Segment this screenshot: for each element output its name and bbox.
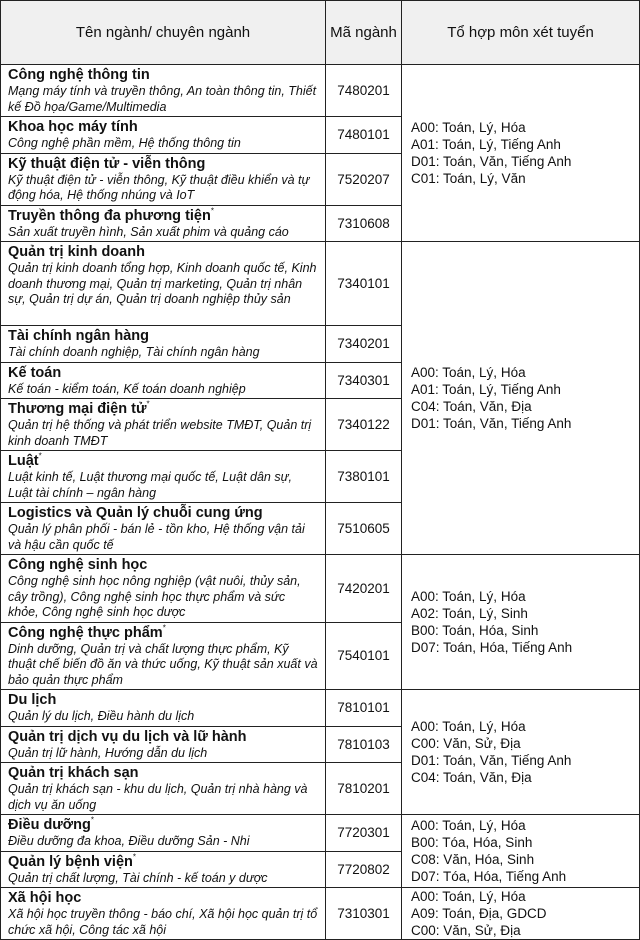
subject-combo: D01: Toán, Văn, Tiếng Anh xyxy=(411,416,572,431)
program-name: Khoa học máy tính xyxy=(8,119,138,135)
asterisk-mark: * xyxy=(90,815,94,825)
header-name: Tên ngành/ chuyên ngành xyxy=(1,1,326,65)
specialization-list: Luật kinh tế, Luật thương mại quốc tế, Luật dân sự, Luật tài chính – ngân hàng xyxy=(8,470,292,500)
program-code: 7720301 xyxy=(326,815,402,852)
program-code: 7480101 xyxy=(326,117,402,154)
program-name: Công nghệ thực phẩm xyxy=(8,624,163,641)
subject-combo: A00: Toán, Lý, Hóa xyxy=(411,365,526,380)
program-code: 7340201 xyxy=(326,326,402,363)
header-combo: Tổ hợp môn xét tuyển xyxy=(402,1,640,65)
specialization-list: Quản lý du lịch, Điều hành du lịch xyxy=(8,709,195,723)
program-name: Kỹ thuật điện tử - viễn thông xyxy=(8,155,206,172)
subject-combo: C01: Toán, Lý, Văn xyxy=(411,171,526,186)
subject-combo: C08: Văn, Hóa, Sinh xyxy=(411,852,535,867)
program-cell xyxy=(1,726,326,763)
program-cell xyxy=(1,153,326,205)
program-name: Logistics và Quản lý chuỗi cung ứng xyxy=(8,505,263,521)
subject-combo: A00: Toán, Lý, Hóa xyxy=(411,120,526,135)
program-code: 7540101 xyxy=(326,622,402,690)
header-code: Mã ngành xyxy=(326,1,402,65)
program-name: Quản trị kinh doanh xyxy=(8,244,145,260)
program-cell xyxy=(1,242,326,326)
subject-combo: A01: Toán, Lý, Tiếng Anh xyxy=(411,137,561,152)
specialization-list: Quản trị lữ hành, Hướng dẫn du lịch xyxy=(8,745,208,760)
subject-combo: A00: Toán, Lý, Hóa xyxy=(411,589,526,604)
program-code: 7420201 xyxy=(326,555,402,623)
program-name: Công nghệ thông tin xyxy=(8,67,150,83)
specialization-list: Tài chính doanh nghiệp, Tài chính ngân hàng xyxy=(8,345,260,359)
specialization-list: Sản xuất truyền hình, Sản xuất phim và quảng cáo xyxy=(8,224,289,239)
specialization-list: Quản lý phân phối - bán lẻ - tồn kho, Hệ thống vận tải và hậu cần quốc tế xyxy=(8,522,305,552)
specialization-list: Điều dưỡng đa khoa, Điều dưỡng Sản - Nhi xyxy=(8,834,250,848)
specialization-list: Xã hội học truyền thông - báo chí, Xã hội học quản trị tổ chức xã hội, Công tác xã hội xyxy=(8,907,318,937)
subject-combo: A00: Toán, Lý, Hóa xyxy=(411,889,526,904)
program-cell xyxy=(1,888,326,940)
program-code: 7340101 xyxy=(326,242,402,326)
program-name: Công nghệ sinh học xyxy=(8,557,148,573)
subject-combo-group xyxy=(402,888,640,940)
program-cell xyxy=(1,555,326,623)
program-name: Du lịch xyxy=(8,692,57,708)
program-code: 7480201 xyxy=(326,65,402,117)
subject-combo: A02: Toán, Lý, Sinh xyxy=(411,606,528,621)
program-name: Truyền thông đa phương tiện xyxy=(8,207,211,224)
program-cell xyxy=(1,362,326,399)
program-code: 7340122 xyxy=(326,399,402,451)
program-code: 7380101 xyxy=(326,451,402,503)
subject-combo: A00: Toán, Lý, Hóa xyxy=(411,719,526,734)
specialization-list: Mạng máy tính và truyền thông, An toàn thông tin, Thiết kế Đồ họa/Game/Multimedia xyxy=(8,84,317,114)
specialization-list: Quản trị hệ thống và phát triển website TMĐT, Quản trị kinh doanh TMĐT xyxy=(8,418,312,448)
program-name: Quản trị dịch vụ du lịch và lữ hành xyxy=(8,728,247,745)
program-code: 7310608 xyxy=(326,205,402,242)
program-name: Quản lý bệnh viện xyxy=(8,853,133,870)
subject-combo: B00: Toán, Hóa, Sinh xyxy=(411,623,539,638)
asterisk-mark: * xyxy=(162,623,166,633)
program-code: 7810103 xyxy=(326,726,402,763)
program-cell xyxy=(1,399,326,451)
specialization-list: Quản trị chất lượng, Tài chính - kế toán y dược xyxy=(8,870,268,885)
subject-combo: C04: Toán, Văn, Địa xyxy=(411,770,532,785)
specialization-list: Kế toán - kiểm toán, Kế toán doanh nghiệp xyxy=(8,381,246,396)
subject-combo: A09: Toán, Địa, GDCD xyxy=(411,906,547,921)
program-cell xyxy=(1,815,326,852)
subject-combo: A00: Toán, Lý, Hóa xyxy=(411,818,526,833)
specialization-list: Kỹ thuật điện tử - viễn thông, Kỹ thuật điều khiển và tự động hóa, Hệ thống nhúng và IoT xyxy=(8,172,310,202)
table-body xyxy=(1,65,640,940)
subject-combo-group xyxy=(402,690,640,815)
program-cell xyxy=(1,763,326,815)
program-name: Thương mại điện tử xyxy=(8,401,147,417)
subject-combo: D01: Toán, Văn, Tiếng Anh xyxy=(411,154,572,169)
subject-combo: C04: Toán, Văn, Địa xyxy=(411,399,532,414)
program-cell xyxy=(1,205,326,242)
subject-combo: B00: Tóa, Hóa, Sinh xyxy=(411,835,533,850)
asterisk-mark: * xyxy=(210,206,214,216)
program-name: Luật xyxy=(8,453,39,469)
specialization-list: Dinh dưỡng, Quản trị và chất lượng thực phẩm, Kỹ thuật chế biến đồ ăn và thức uống, Kỹ thuật sản xuất và bảo quản thực phẩm xyxy=(8,641,318,687)
program-cell xyxy=(1,690,326,727)
program-cell xyxy=(1,117,326,154)
table-row xyxy=(1,242,640,326)
program-name: Điều dưỡng xyxy=(8,817,91,833)
subject-combo: C00: Văn, Sử, Địa xyxy=(411,923,521,938)
program-cell xyxy=(1,503,326,555)
subject-combo: A01: Toán, Lý, Tiếng Anh xyxy=(411,382,561,397)
specialization-list: Công nghệ sinh học nông nghiệp (vật nuôi, thủy sản, cây trồng), Công nghệ sinh học thực phẩm và sức khỏe, Công nghệ sinh học dược xyxy=(8,574,301,619)
program-cell xyxy=(1,851,326,888)
program-code: 7810201 xyxy=(326,763,402,815)
subject-combo: D01: Toán, Văn, Tiếng Anh xyxy=(411,753,572,768)
subject-combo: C00: Văn, Sử, Địa xyxy=(411,736,521,751)
program-cell xyxy=(1,451,326,503)
program-name: Quản trị khách sạn xyxy=(8,765,139,781)
table-row xyxy=(1,690,640,727)
program-cell xyxy=(1,65,326,117)
program-code: 7510605 xyxy=(326,503,402,555)
table-row xyxy=(1,555,640,623)
program-cell xyxy=(1,622,326,690)
subject-combo-group xyxy=(402,65,640,242)
table-row xyxy=(1,815,640,852)
program-code: 7520207 xyxy=(326,153,402,205)
subject-combo: D07: Toán, Hóa, Tiếng Anh xyxy=(411,640,573,655)
asterisk-mark: * xyxy=(146,399,150,409)
program-cell xyxy=(1,326,326,363)
program-name: Xã hội học xyxy=(8,890,82,906)
program-name: Kế toán xyxy=(8,364,62,381)
subject-combo-group xyxy=(402,242,640,555)
table-row xyxy=(1,888,640,940)
table-row xyxy=(1,65,640,117)
program-code: 7720802 xyxy=(326,851,402,888)
subject-combo-group xyxy=(402,815,640,888)
specialization-list: Quản trị khách sạn - khu du lịch, Quản trị nhà hàng và dịch vụ ăn uống xyxy=(8,782,308,812)
program-code: 7810101 xyxy=(326,690,402,727)
subject-combo: D07: Tóa, Hóa, Tiếng Anh xyxy=(411,869,567,884)
header-row xyxy=(1,1,640,65)
asterisk-mark: * xyxy=(38,451,42,461)
program-name: Tài chính ngân hàng xyxy=(8,328,149,344)
program-code: 7340301 xyxy=(326,362,402,399)
program-code: 7310301 xyxy=(326,888,402,940)
subject-combo-group xyxy=(402,555,640,690)
asterisk-mark: * xyxy=(132,852,137,862)
specialization-list: Quản trị kinh doanh tổng hợp, Kinh doanh quốc tế, Kinh doanh thương mại, Quản trị marketing, Quản trị nhân sự, Quản trị dự án, Quản trị doanh nghiệp thủy sản xyxy=(8,261,317,306)
specialization-list: Công nghệ phần mềm, Hệ thống thông tin xyxy=(8,136,241,150)
